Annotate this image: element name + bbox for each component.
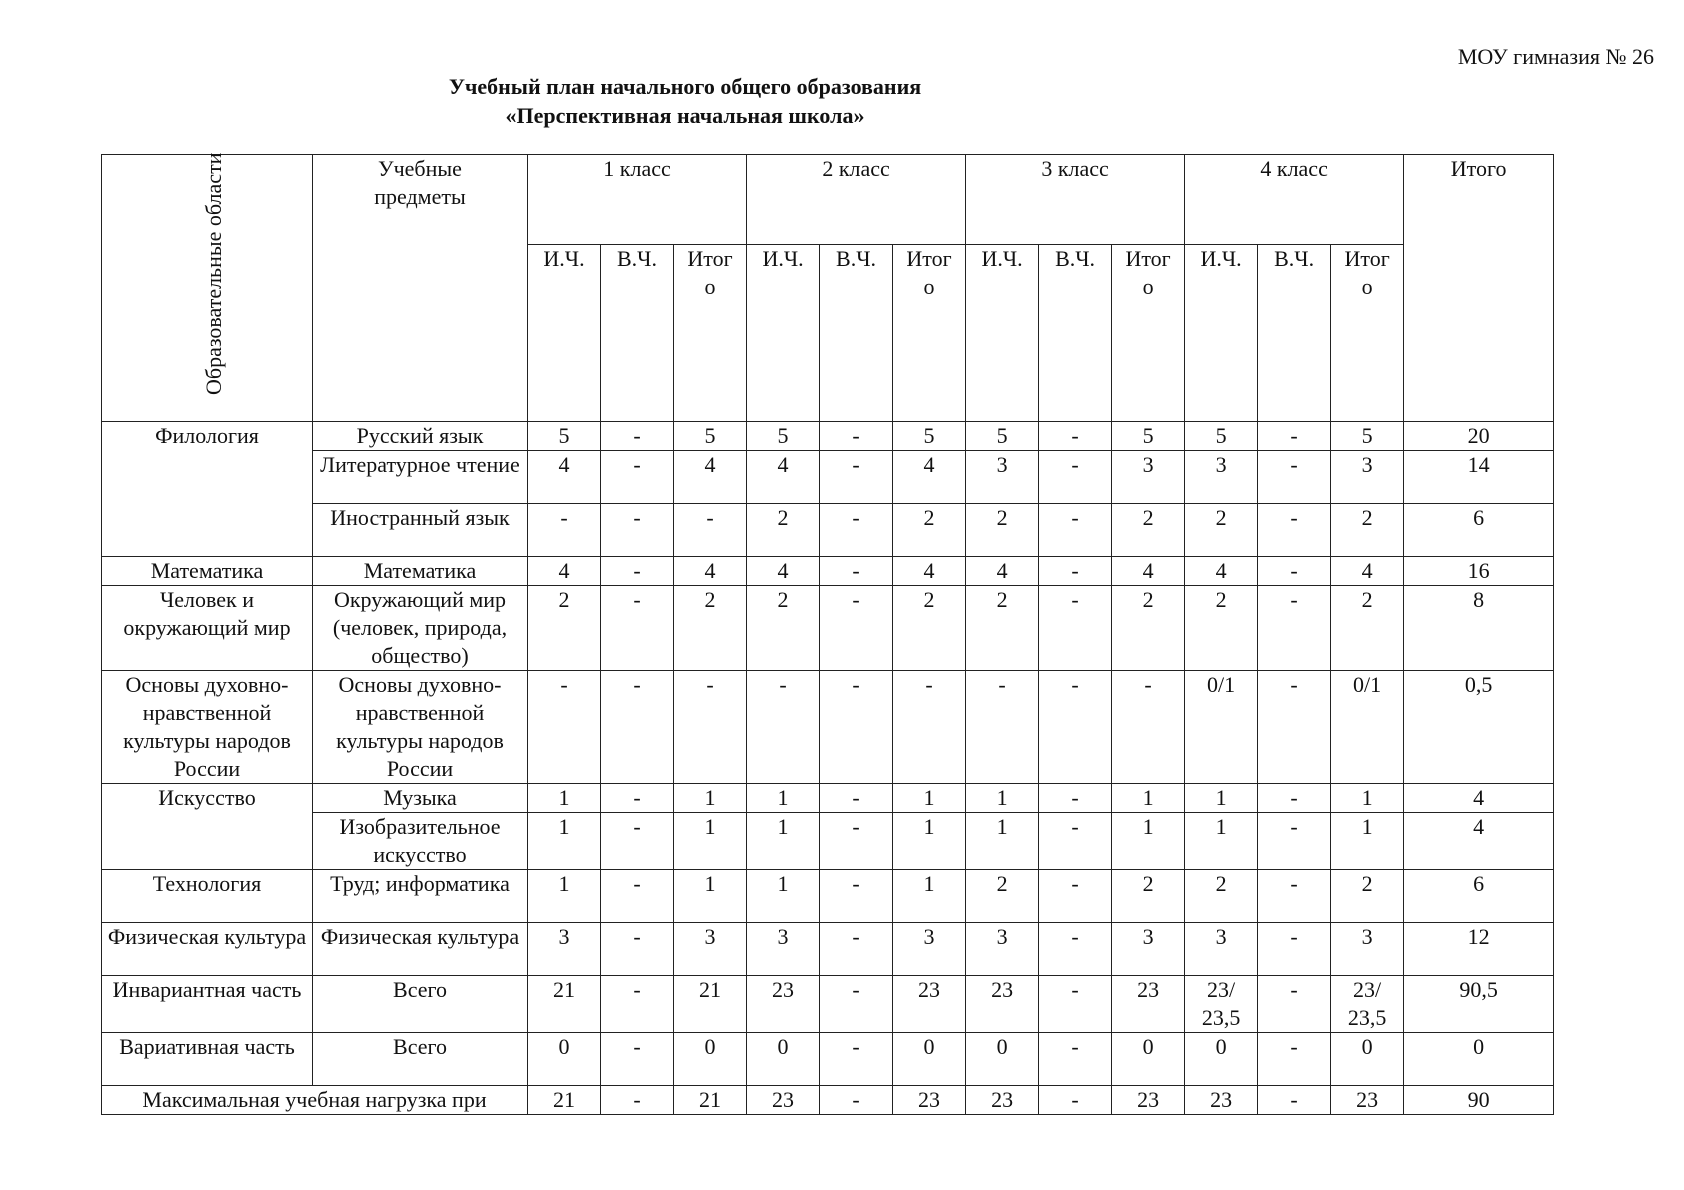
grade-2-ich-header: И.Ч.	[747, 245, 820, 422]
hours-cell: -	[601, 784, 674, 813]
hours-cell: 1	[966, 784, 1039, 813]
hours-cell: -	[820, 813, 893, 870]
hours-cell: -	[820, 870, 893, 923]
hours-cell: -	[820, 976, 893, 1033]
row-total-cell: 14	[1404, 451, 1554, 504]
area-cell: Человек и окружающий мир	[102, 586, 313, 671]
hours-cell: 21	[528, 976, 601, 1033]
hours-cell: 2	[1112, 586, 1185, 671]
table-row	[102, 784, 1554, 813]
hours-cell: 3	[1185, 923, 1258, 976]
hours-cell: 3	[1331, 923, 1404, 976]
curriculum-table	[101, 154, 1554, 1115]
hours-cell: 1	[893, 870, 966, 923]
row-total-cell: 6	[1404, 504, 1554, 557]
hours-cell: 2	[1331, 870, 1404, 923]
document-title	[0, 72, 1370, 130]
subject-cell: Окружающий мир (человек, природа, общество)	[313, 586, 528, 671]
hours-cell: 3	[966, 923, 1039, 976]
hours-cell: 1	[1185, 813, 1258, 870]
school-name: МОУ гимназия № 26	[1457, 44, 1654, 69]
hours-cell: 1	[674, 784, 747, 813]
hours-cell: 5	[966, 422, 1039, 451]
hours-cell: 1	[674, 813, 747, 870]
grade-3-itogo-header: Итог о	[1112, 245, 1185, 422]
hours-cell: 4	[528, 451, 601, 504]
table-row	[102, 976, 1554, 1033]
row-total-cell: 8	[1404, 586, 1554, 671]
hours-cell: 23	[966, 976, 1039, 1033]
title-line-2: «Перспективная начальная школа»	[505, 103, 865, 128]
row-total-cell: 20	[1404, 422, 1554, 451]
hours-cell: -	[820, 451, 893, 504]
area-header-label: Образовательные области	[201, 152, 226, 395]
hours-cell: -	[1039, 923, 1112, 976]
hours-cell: 23	[1185, 1086, 1258, 1115]
hours-cell: -	[674, 671, 747, 784]
area-cell: Искусство	[102, 784, 313, 870]
hours-cell: 0	[674, 1033, 747, 1086]
hours-cell: 0	[528, 1033, 601, 1086]
hours-cell: -	[820, 1086, 893, 1115]
hours-cell: 5	[747, 422, 820, 451]
subject-cell: Математика	[313, 557, 528, 586]
hours-cell: -	[820, 504, 893, 557]
row-total-cell: 0	[1404, 1033, 1554, 1086]
row-total-cell: 90	[1404, 1086, 1554, 1115]
table-row	[102, 504, 1554, 557]
hours-cell: 0	[747, 1033, 820, 1086]
hours-cell: 2	[1112, 504, 1185, 557]
grade-1-ich-header: И.Ч.	[528, 245, 601, 422]
hours-cell: 3	[1331, 451, 1404, 504]
hours-cell: 2	[674, 586, 747, 671]
grade-2-vch-header: В.Ч.	[820, 245, 893, 422]
hours-cell: -	[820, 1033, 893, 1086]
subject-cell: Физическая культура	[313, 923, 528, 976]
area-cell: Физическая культура	[102, 923, 313, 976]
hours-cell: 5	[1331, 422, 1404, 451]
row-total-cell: 16	[1404, 557, 1554, 586]
hours-cell: 3	[674, 923, 747, 976]
hours-cell: 3	[1185, 451, 1258, 504]
hours-cell: 23/ 23,5	[1331, 976, 1404, 1033]
hours-cell: -	[601, 451, 674, 504]
hours-cell: 2	[966, 870, 1039, 923]
area-cell: Инвариантная часть	[102, 976, 313, 1033]
hours-cell: 1	[528, 784, 601, 813]
hours-cell: 5	[674, 422, 747, 451]
subject-header: Учебные предметы	[313, 155, 528, 422]
hours-cell: -	[820, 422, 893, 451]
hours-cell: 1	[747, 813, 820, 870]
row-total-cell: 4	[1404, 784, 1554, 813]
hours-cell: -	[1258, 976, 1331, 1033]
grade-4-header: 4 класс	[1185, 155, 1404, 245]
hours-cell: 2	[528, 586, 601, 671]
hours-cell: -	[601, 1086, 674, 1115]
header-row-grades	[102, 155, 1554, 245]
hours-cell: -	[1039, 976, 1112, 1033]
hours-cell: 23	[1331, 1086, 1404, 1115]
hours-cell: -	[1258, 1086, 1331, 1115]
hours-cell: 23	[747, 976, 820, 1033]
row-total-cell: 0,5	[1404, 671, 1554, 784]
hours-cell: 0/1	[1331, 671, 1404, 784]
hours-cell: 3	[747, 923, 820, 976]
hours-cell: 0	[1331, 1033, 1404, 1086]
hours-cell: 1	[893, 784, 966, 813]
hours-cell: 4	[893, 451, 966, 504]
table-row	[102, 1086, 1554, 1115]
subject-cell: Основы духовно-нравственной культуры народов России	[313, 671, 528, 784]
row-total-cell: 4	[1404, 813, 1554, 870]
hours-cell: 1	[893, 813, 966, 870]
area-cell: Филология	[102, 422, 313, 557]
area-cell: Основы духовно-нравственной культуры народов России	[102, 671, 313, 784]
hours-cell: -	[601, 870, 674, 923]
hours-cell: 5	[528, 422, 601, 451]
hours-cell: 23	[966, 1086, 1039, 1115]
grade-3-header: 3 класс	[966, 155, 1185, 245]
grade-4-ich-header: И.Ч.	[1185, 245, 1258, 422]
hours-cell: 1	[1331, 813, 1404, 870]
hours-cell: 3	[966, 451, 1039, 504]
grade-1-header: 1 класс	[528, 155, 747, 245]
hours-cell: 2	[1331, 504, 1404, 557]
hours-cell: 2	[893, 504, 966, 557]
hours-cell: 4	[893, 557, 966, 586]
grade-1-vch-header: В.Ч.	[601, 245, 674, 422]
hours-cell: 2	[966, 586, 1039, 671]
table-row	[102, 586, 1554, 671]
hours-cell: -	[601, 976, 674, 1033]
hours-cell: 4	[1331, 557, 1404, 586]
hours-cell: 23	[1112, 976, 1185, 1033]
hours-cell: 5	[1185, 422, 1258, 451]
table-row	[102, 451, 1554, 504]
hours-cell: 2	[1185, 870, 1258, 923]
hours-cell: -	[601, 422, 674, 451]
hours-cell: 5	[1112, 422, 1185, 451]
hours-cell: 1	[1185, 784, 1258, 813]
hours-cell: -	[1258, 586, 1331, 671]
hours-cell: -	[1039, 1033, 1112, 1086]
hours-cell: -	[1039, 451, 1112, 504]
hours-cell: 3	[528, 923, 601, 976]
hours-cell: 0	[966, 1033, 1039, 1086]
hours-cell: 1	[747, 870, 820, 923]
hours-cell: -	[820, 784, 893, 813]
hours-cell: 4	[674, 451, 747, 504]
grade-3-vch-header: В.Ч.	[1039, 245, 1112, 422]
hours-cell: 21	[528, 1086, 601, 1115]
hours-cell: -	[1112, 671, 1185, 784]
hours-cell: 2	[747, 504, 820, 557]
grade-4-vch-header: В.Ч.	[1258, 245, 1331, 422]
area-cell: Вариативная часть	[102, 1033, 313, 1086]
hours-cell: -	[601, 923, 674, 976]
hours-cell: 2	[1331, 586, 1404, 671]
area-cell: Технология	[102, 870, 313, 923]
hours-cell: 2	[747, 586, 820, 671]
hours-cell: 1	[747, 784, 820, 813]
hours-cell: -	[601, 557, 674, 586]
hours-cell: -	[1039, 504, 1112, 557]
table-row	[102, 870, 1554, 923]
hours-cell: 3	[1112, 923, 1185, 976]
hours-cell: -	[674, 504, 747, 557]
hours-cell: -	[1039, 422, 1112, 451]
hours-cell: -	[1258, 451, 1331, 504]
hours-cell: 4	[747, 451, 820, 504]
hours-cell: 2	[1185, 504, 1258, 557]
row-total-cell: 90,5	[1404, 976, 1554, 1033]
subject-cell: Всего	[313, 976, 528, 1033]
hours-cell: -	[1039, 1086, 1112, 1115]
grade-2-itogo-header: Итог о	[893, 245, 966, 422]
hours-cell: 2	[966, 504, 1039, 557]
hours-cell: 3	[1112, 451, 1185, 504]
hours-cell: 2	[893, 586, 966, 671]
hours-cell: -	[820, 557, 893, 586]
hours-cell: 4	[1112, 557, 1185, 586]
hours-cell: -	[966, 671, 1039, 784]
hours-cell: -	[1039, 784, 1112, 813]
area-header	[102, 152, 313, 422]
area-cell: Математика	[102, 557, 313, 586]
hours-cell: -	[1039, 586, 1112, 671]
subject-cell: Труд; информатика	[313, 870, 528, 923]
grade-4-itogo-header: Итог о	[1331, 245, 1404, 422]
hours-cell: -	[1258, 1033, 1331, 1086]
grade-1-itogo-header: Итог о	[674, 245, 747, 422]
hours-cell: -	[1258, 557, 1331, 586]
hours-cell: 21	[674, 1086, 747, 1115]
hours-cell: 0/1	[1185, 671, 1258, 784]
hours-cell: 1	[966, 813, 1039, 870]
hours-cell: -	[1258, 870, 1331, 923]
subject-cell: Всего	[313, 1033, 528, 1086]
hours-cell: 1	[1331, 784, 1404, 813]
hours-cell: 5	[893, 422, 966, 451]
hours-cell: -	[747, 671, 820, 784]
table-row	[102, 671, 1554, 784]
hours-cell: -	[820, 586, 893, 671]
row-total-cell: 6	[1404, 870, 1554, 923]
hours-cell: 4	[674, 557, 747, 586]
hours-cell: -	[601, 586, 674, 671]
hours-cell: -	[1039, 557, 1112, 586]
hours-cell: -	[528, 504, 601, 557]
table-row	[102, 923, 1554, 976]
hours-cell: -	[601, 671, 674, 784]
hours-cell: 1	[1112, 813, 1185, 870]
hours-cell: -	[1039, 671, 1112, 784]
subject-cell: Литературное чтение	[313, 451, 528, 504]
subject-cell: Русский язык	[313, 422, 528, 451]
hours-cell: 1	[528, 813, 601, 870]
hours-cell: 4	[1185, 557, 1258, 586]
hours-cell: 3	[893, 923, 966, 976]
hours-cell: 23/ 23,5	[1185, 976, 1258, 1033]
hours-cell: -	[1258, 923, 1331, 976]
hours-cell: 4	[747, 557, 820, 586]
total-header: Итого	[1404, 155, 1554, 422]
subject-cell: Изобразительное искусство	[313, 813, 528, 870]
hours-cell: 23	[747, 1086, 820, 1115]
hours-cell: 23	[893, 1086, 966, 1115]
table-row	[102, 1033, 1554, 1086]
hours-cell: -	[820, 671, 893, 784]
table-row	[102, 557, 1554, 586]
hours-cell: 1	[674, 870, 747, 923]
hours-cell: -	[1039, 870, 1112, 923]
hours-cell: 23	[1112, 1086, 1185, 1115]
hours-cell: -	[820, 923, 893, 976]
hours-cell: 23	[893, 976, 966, 1033]
hours-cell: -	[528, 671, 601, 784]
hours-cell: -	[1258, 504, 1331, 557]
subject-cell: Музыка	[313, 784, 528, 813]
row-total-cell: 12	[1404, 923, 1554, 976]
hours-cell: -	[1258, 784, 1331, 813]
hours-cell: -	[601, 813, 674, 870]
hours-cell: -	[601, 1033, 674, 1086]
table-row	[102, 813, 1554, 870]
hours-cell: -	[1258, 813, 1331, 870]
hours-cell: 2	[1185, 586, 1258, 671]
grade-3-ich-header: И.Ч.	[966, 245, 1039, 422]
hours-cell: 0	[1185, 1033, 1258, 1086]
hours-cell: 1	[1112, 784, 1185, 813]
hours-cell: 2	[1112, 870, 1185, 923]
title-line-1: Учебный план начального общего образования	[448, 74, 922, 99]
hours-cell: 4	[528, 557, 601, 586]
hours-cell: -	[1258, 671, 1331, 784]
hours-cell: 21	[674, 976, 747, 1033]
hours-cell: -	[1258, 422, 1331, 451]
area-cell: Максимальная учебная нагрузка при	[102, 1086, 528, 1115]
hours-cell: 1	[528, 870, 601, 923]
hours-cell: 0	[1112, 1033, 1185, 1086]
subject-cell: Иностранный язык	[313, 504, 528, 557]
grade-2-header: 2 класс	[747, 155, 966, 245]
hours-cell: -	[601, 504, 674, 557]
hours-cell: 4	[966, 557, 1039, 586]
hours-cell: -	[893, 671, 966, 784]
hours-cell: -	[1039, 813, 1112, 870]
table-row	[102, 422, 1554, 451]
hours-cell: 0	[893, 1033, 966, 1086]
